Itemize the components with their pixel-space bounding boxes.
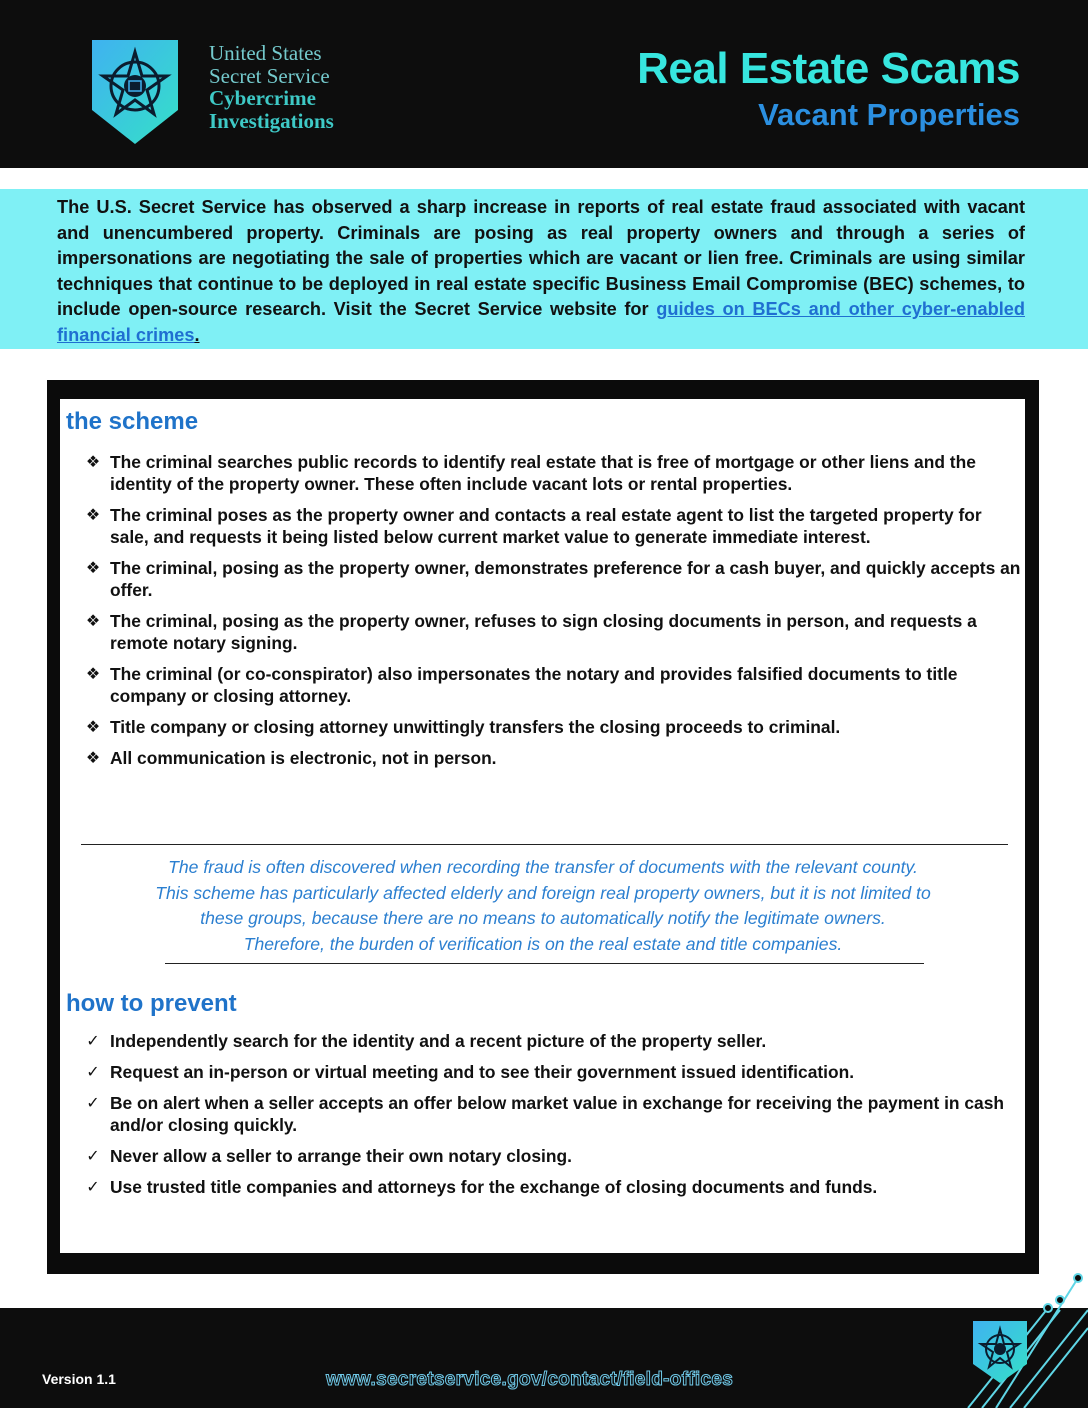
scheme-heading: the scheme — [66, 408, 199, 435]
scheme-item: ❖ The criminal poses as the property owner and contacts a real estate agent to list the targeted property for sale, and requests it being listed below current market value to generate immediate interest. — [110, 504, 1022, 548]
page-footer — [0, 1308, 1088, 1408]
diamond-bullet-icon: ❖ — [85, 664, 101, 683]
prevent-item: ✓ Request an in-person or virtual meeting and to see their government issued identification. — [110, 1061, 1022, 1083]
content-panel — [60, 399, 1025, 1253]
prevent-item: ✓ Be on alert when a seller accepts an offer below market value in exchange for receiving the payment in cash and/or closing quickly. — [110, 1092, 1022, 1136]
note-line: Therefore, the burden of verification is on the real estate and title companies. — [243, 933, 843, 954]
guides-link[interactable]: guides on BECs and other cyber-enabled financial crimes — [57, 299, 1026, 345]
title-block — [637, 44, 1020, 136]
checkmark-icon: ✓ — [86, 1062, 100, 1081]
page-subtitle: Vacant Properties — [758, 97, 1020, 132]
fraud-note — [78, 855, 1008, 957]
checkmark-icon: ✓ — [86, 1146, 100, 1165]
note-line: This scheme has particularly affected elderly and foreign real property owners, but it is not limited to — [155, 882, 931, 903]
diamond-bullet-icon: ❖ — [85, 558, 101, 577]
prevent-item: ✓ Independently search for the identity and a recent picture of the property seller. — [110, 1030, 1022, 1052]
intro-band — [0, 189, 1088, 349]
prevent-heading: how to prevent — [66, 990, 237, 1017]
version-label: Version 1.1 — [42, 1371, 116, 1387]
diamond-bullet-icon: ❖ — [85, 452, 101, 471]
diamond-bullet-icon: ❖ — [85, 505, 101, 524]
scheme-item: ❖ All communication is electronic, not in person. — [110, 747, 1022, 769]
divider-bottom — [165, 963, 924, 964]
scheme-item: ❖ The criminal, posing as the property owner, refuses to sign closing documents in person, and requests a remote notary signing. — [110, 610, 1022, 654]
secret-service-shield-icon — [90, 38, 180, 146]
agency-line: Investigations — [209, 108, 334, 133]
scheme-item: ❖ The criminal searches public records to identify real estate that is free of mortgage or other liens and the identity of the property owner. These often include vacant lots or rental properties. — [110, 451, 1022, 495]
diamond-bullet-icon: ❖ — [85, 748, 101, 767]
scheme-item: ❖ Title company or closing attorney unwittingly transfers the closing proceeds to criminal. — [110, 716, 1022, 738]
prevent-item: ✓ Never allow a seller to arrange their own notary closing. — [110, 1145, 1022, 1167]
checkmark-icon: ✓ — [86, 1031, 100, 1050]
agency-line: Cybercrime — [209, 86, 316, 110]
scheme-item: ❖ The criminal (or co-conspirator) also impersonates the notary and provides falsified documents to title company or closing attorney. — [110, 663, 1022, 707]
checkmark-icon: ✓ — [86, 1177, 100, 1196]
agency-name — [209, 42, 334, 132]
page-header — [0, 0, 1088, 168]
scheme-item: ❖ The criminal, posing as the property owner, demonstrates preference for a cash buyer, and quickly accepts an offer. — [110, 557, 1022, 601]
guides-link-period[interactable]: . — [194, 324, 200, 345]
agency-line: Secret Service — [209, 63, 330, 88]
note-line: these groups, because there are no means to automatically notify the legitimate owners. — [200, 908, 886, 929]
content-frame — [47, 380, 1039, 1274]
divider-top — [81, 844, 1008, 845]
field-offices-link[interactable]: www.secretservice.gov/contact/field-offices — [326, 1369, 734, 1390]
scheme-list — [85, 451, 1022, 778]
diamond-bullet-icon: ❖ — [85, 611, 101, 630]
prevent-list — [86, 1030, 1022, 1207]
page-title: Real Estate Scams — [637, 44, 1020, 93]
note-line: The fraud is often discovered when recording the transfer of documents with the relevant county. — [168, 857, 918, 877]
checkmark-icon: ✓ — [86, 1093, 100, 1112]
intro-paragraph — [57, 195, 1025, 349]
agency-line: United States — [209, 41, 322, 65]
diamond-bullet-icon: ❖ — [85, 717, 101, 736]
intro-text: The U.S. Secret Service has observed a sharp increase in reports of real estate fraud associated with vacant and unencumbered property. Criminals are posing as real property owners and through a series of impersonations are negotiating the sale of properties which are vacant or lien free. Criminals are using similar techniques that continue to be deployed in real estate specific Business Email Compromise (BEC) schemes, to include open-source research. Visit the Secret Service website for — [57, 197, 1025, 320]
secret-service-shield-icon — [972, 1320, 1028, 1384]
prevent-item: ✓ Use trusted title companies and attorneys for the exchange of closing documents and funds. — [110, 1176, 1022, 1198]
